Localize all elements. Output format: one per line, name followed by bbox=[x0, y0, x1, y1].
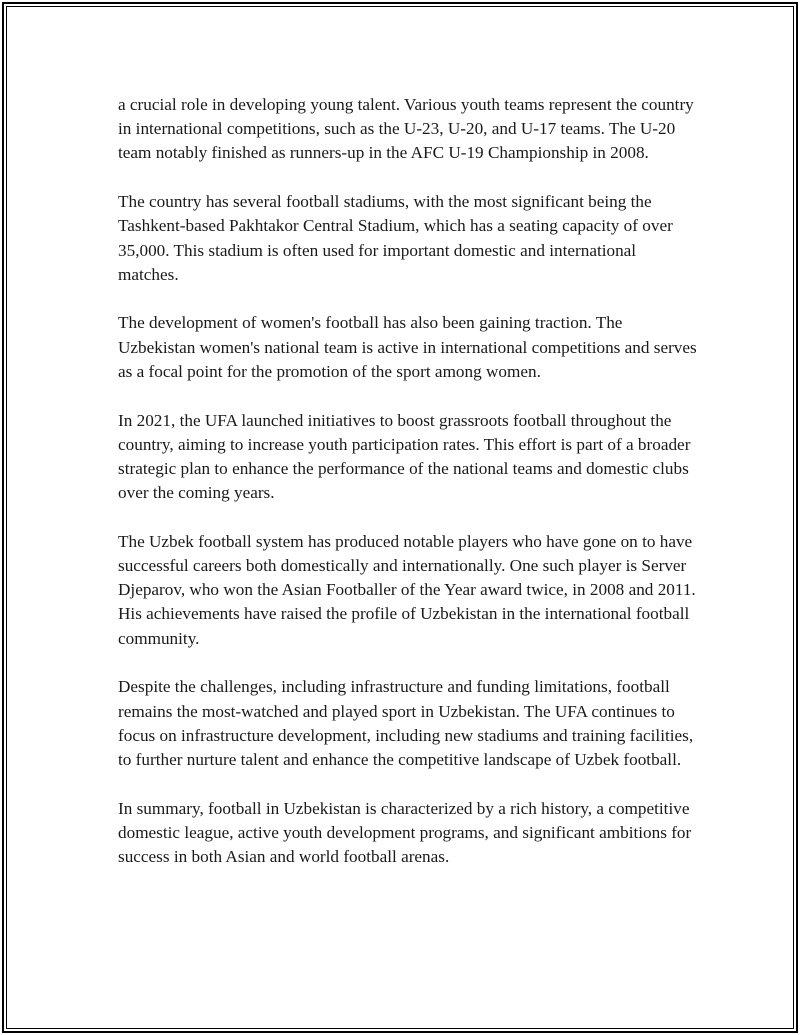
paragraph-summary: In summary, football in Uzbekistan is characterized by a rich history, a competitive domestic league, active youth development programs, and significant ambitions for success in both Asian and world football arenas. bbox=[118, 798, 692, 867]
paragraph-stadiums: The country has several football stadiums, with the most significant being the Tashkent-based Pakhtakor Central Stadium, which has a seating capacity of over 35,000. This stadium is often used for important domestic and international matches. bbox=[118, 192, 673, 284]
paragraph-womens-football: The development of women's football has also been gaining traction. The Uzbekistan women's national team is active in international competitions and serves as a focal point for the promotion of the sport among women. bbox=[118, 313, 697, 381]
paragraph-notable-players: The Uzbek football system has produced notable players who have gone on to have successful careers both domestically and internationally. One such player is Server Djeparov, who won the Asian Footballer of the Year award twice, in 2008 and 2011. His achievements have raised the profile of Uzbekistan in the international football community. bbox=[118, 531, 696, 648]
paragraph-youth-teams: a crucial role in developing young talent. Various youth teams represent the country in international competitions, such as the U-23, U-20, and U-17 teams. The U-20 team notably finished as runners-up in the AFC U-19 Championship in 2008. bbox=[118, 95, 694, 163]
document-body bbox=[118, 93, 698, 869]
paragraph-challenges: Despite the challenges, including infrastructure and funding limitations, football remains the most-watched and played sport in Uzbekistan. The UFA continues to focus on infrastructure development, including new stadiums and training facilities, to further nurture talent and enhance the competitive landscape of Uzbek football. bbox=[118, 677, 694, 769]
paragraph-grassroots: In 2021, the UFA launched initiatives to boost grassroots football throughout the country, aiming to increase youth participation rates. This effort is part of a broader strategic plan to enhance the performance of the national teams and domestic clubs over the coming years. bbox=[118, 410, 691, 503]
